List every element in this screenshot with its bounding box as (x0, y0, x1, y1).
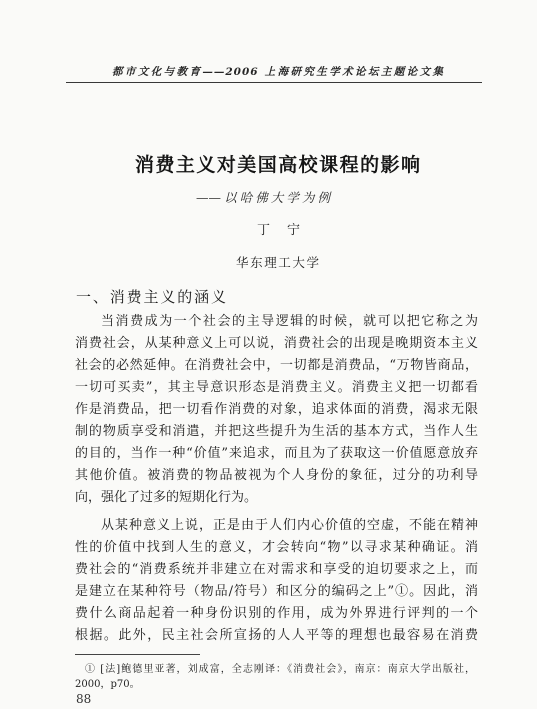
body-line: 制的物质享受和消遣，并把这些提升为生活的基本方式，当作人生 (75, 424, 478, 439)
footnote-line: 2000，p70。 (75, 679, 140, 690)
body-line: 当消费成为一个社会的主导逻辑的时候，就可以把它称之为 (101, 314, 478, 329)
body-line: 其他价值。被消费的物品被视为个人身份的象征，过分的功利导 (75, 468, 478, 483)
footnote (75, 662, 475, 692)
body-line: 消费社会，从某种意义上可以说，消费社会的出现是晚期资本主义 (75, 336, 478, 351)
body-line: 根据。此外，民主社会所宣扬的人人平等的理想也最容易在消费 (75, 628, 478, 643)
running-header: 都市文化与教育——2006 上海研究生学术论坛主题论文集 (112, 66, 444, 78)
body-line: 的目的，当作一种“价值”来追求，而且为了获取这一价值愿意放弃 (75, 446, 478, 461)
body-line: 是建立在某种符号（物品/符号）和区分的编码之上”①。因此，消 (75, 584, 478, 599)
body-line: 向，强化了过多的短期化行为。 (75, 490, 258, 505)
page-number: 88 (76, 692, 92, 706)
section-heading: 一、消费主义的涵义 (76, 288, 226, 306)
footnote-rule (75, 654, 200, 655)
footnote-line: ① [法]鲍德里亚著，刘成富，全志刚译：《消费社会》，南京：南京大学出版社， (85, 664, 475, 675)
body-line: 社会的必然延伸。在消费社会中，一切都是消费品，“万物皆商品， (75, 358, 478, 373)
body-line: 一切可买卖”，其主导意识形态是消费主义。消费主义把一切都看 (75, 380, 478, 395)
body-line: 作是消费品，把一切看作消费的对象，追求体面的消费，渴求无限 (75, 402, 478, 417)
paragraph-2 (75, 515, 478, 647)
body-line: 从某种意义上说，正是由于人们内心价值的空虚，不能在精神 (101, 518, 478, 533)
body-line: 费社会的“消费系统并非建立在对需求和享受的迫切要求之上，而 (75, 562, 478, 577)
body-line: 性的价值中找到人生的意义，才会转向“物”以寻求某种确证。消 (75, 540, 478, 555)
paper-subtitle: ——以哈佛大学为例 (196, 190, 330, 205)
paper-title: 消费主义对美国高校课程的影响 (135, 154, 420, 176)
paragraph-1 (75, 311, 478, 509)
header-rule (66, 82, 482, 83)
author-affiliation: 华东理工大学 (236, 255, 319, 270)
author-name: 丁 宁 (257, 223, 300, 238)
body-line: 费什么商品起着一种身份识别的作用，成为外界进行评判的一个 (75, 606, 478, 621)
